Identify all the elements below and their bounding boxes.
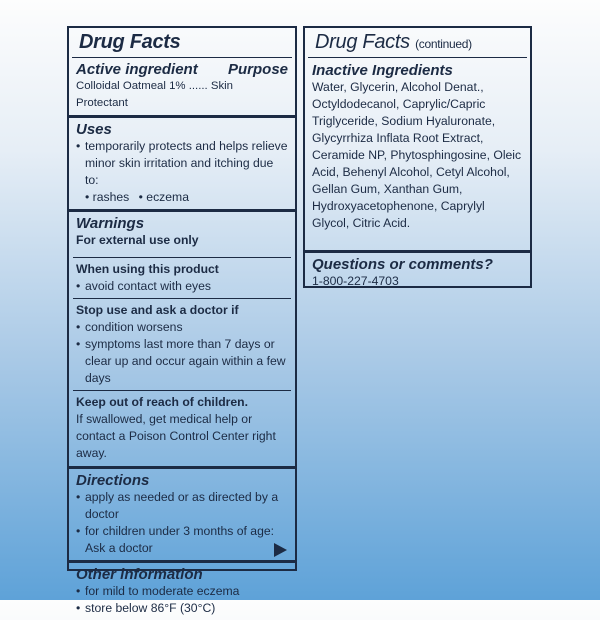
warnings-heading: Warnings (76, 215, 145, 232)
other-info-section (69, 560, 295, 620)
questions-heading: Questions or comments? (312, 256, 493, 273)
questions-section (305, 250, 530, 293)
when-using-bullet: • avoid contact with eyes (76, 278, 288, 295)
drug-facts-continued-panel (303, 26, 532, 288)
keep-out-block (73, 390, 291, 466)
stop-use-block (73, 298, 291, 390)
directions-bullet-2: • for children under 3 months of age: Ask a doctor (76, 523, 288, 557)
stop-use-heading: Stop use and ask a doctor if (76, 303, 239, 317)
uses-section: Uses • temporarily protects and helps relieve minor skin irritation and itching due to: • rashes • eczema (69, 115, 295, 209)
purpose-heading: Purpose (227, 61, 288, 78)
external-use-text: For external use only (76, 233, 199, 247)
when-using-block (73, 257, 291, 298)
when-using-heading: When using this product (76, 262, 219, 276)
drug-facts-panel (67, 26, 297, 615)
other-info-heading: Other information (76, 566, 203, 583)
uses-eczema: eczema (146, 190, 189, 204)
directions-heading: Directions (76, 472, 150, 489)
keep-out-heading: Keep out of reach of children. (76, 395, 248, 409)
uses-bullet: • temporarily protects and helps relieve minor skin irritation and itching due to: (76, 138, 288, 189)
warnings-section (69, 209, 295, 257)
active-ingredient-line: Colloidal Oatmeal 1% ...... Skin Protectant (76, 80, 234, 109)
inactive-text: Water, Glycerin, Alcohol Denat., Octyldodecanol, Caprylic/Capric Triglyceride, Sodium Hyaluronate, Glycyrrhiza Inflata Root Extract, Ceramide NP, Phytosphingosine, Oleic Acid, Behenyl Alcohol, Cetyl Alcohol, Gellan Gum, Xanthan Gum, Hydroxyacetophenone, Caprylyl Glycol, Citric Acid. (312, 80, 522, 230)
inactive-heading: Inactive Ingredients (312, 62, 453, 79)
other-info-bullet-1: • for mild to moderate eczema (76, 583, 288, 600)
uses-rashes: rashes (92, 190, 130, 204)
active-ingredient-heading: Active ingredient (76, 61, 198, 78)
play-triangle-icon (274, 543, 287, 557)
inactive-section (305, 58, 530, 250)
active-ingredient-section (69, 58, 295, 115)
swallowed-text: If swallowed, get medical help or contact a Poison Control Center right away. (76, 412, 276, 460)
stop-use-bullet-2: • symptoms last more than 7 days or clear up and occur again within a few days (76, 336, 288, 387)
drug-facts-title: Drug Facts (72, 28, 292, 58)
other-info-bullet-2: • store below 86°F (30°C) (76, 600, 288, 617)
directions-section (69, 466, 295, 560)
continued-title: Drug Facts (315, 31, 410, 53)
directions-bullet-1: • apply as needed or as directed by a doctor (76, 489, 288, 523)
continued-suffix: (continued) (415, 37, 472, 51)
uses-heading: Uses (76, 121, 112, 138)
stop-use-bullet-1: • condition worsens (76, 319, 288, 336)
phone-number: 1-800-227-4703 (312, 274, 399, 288)
